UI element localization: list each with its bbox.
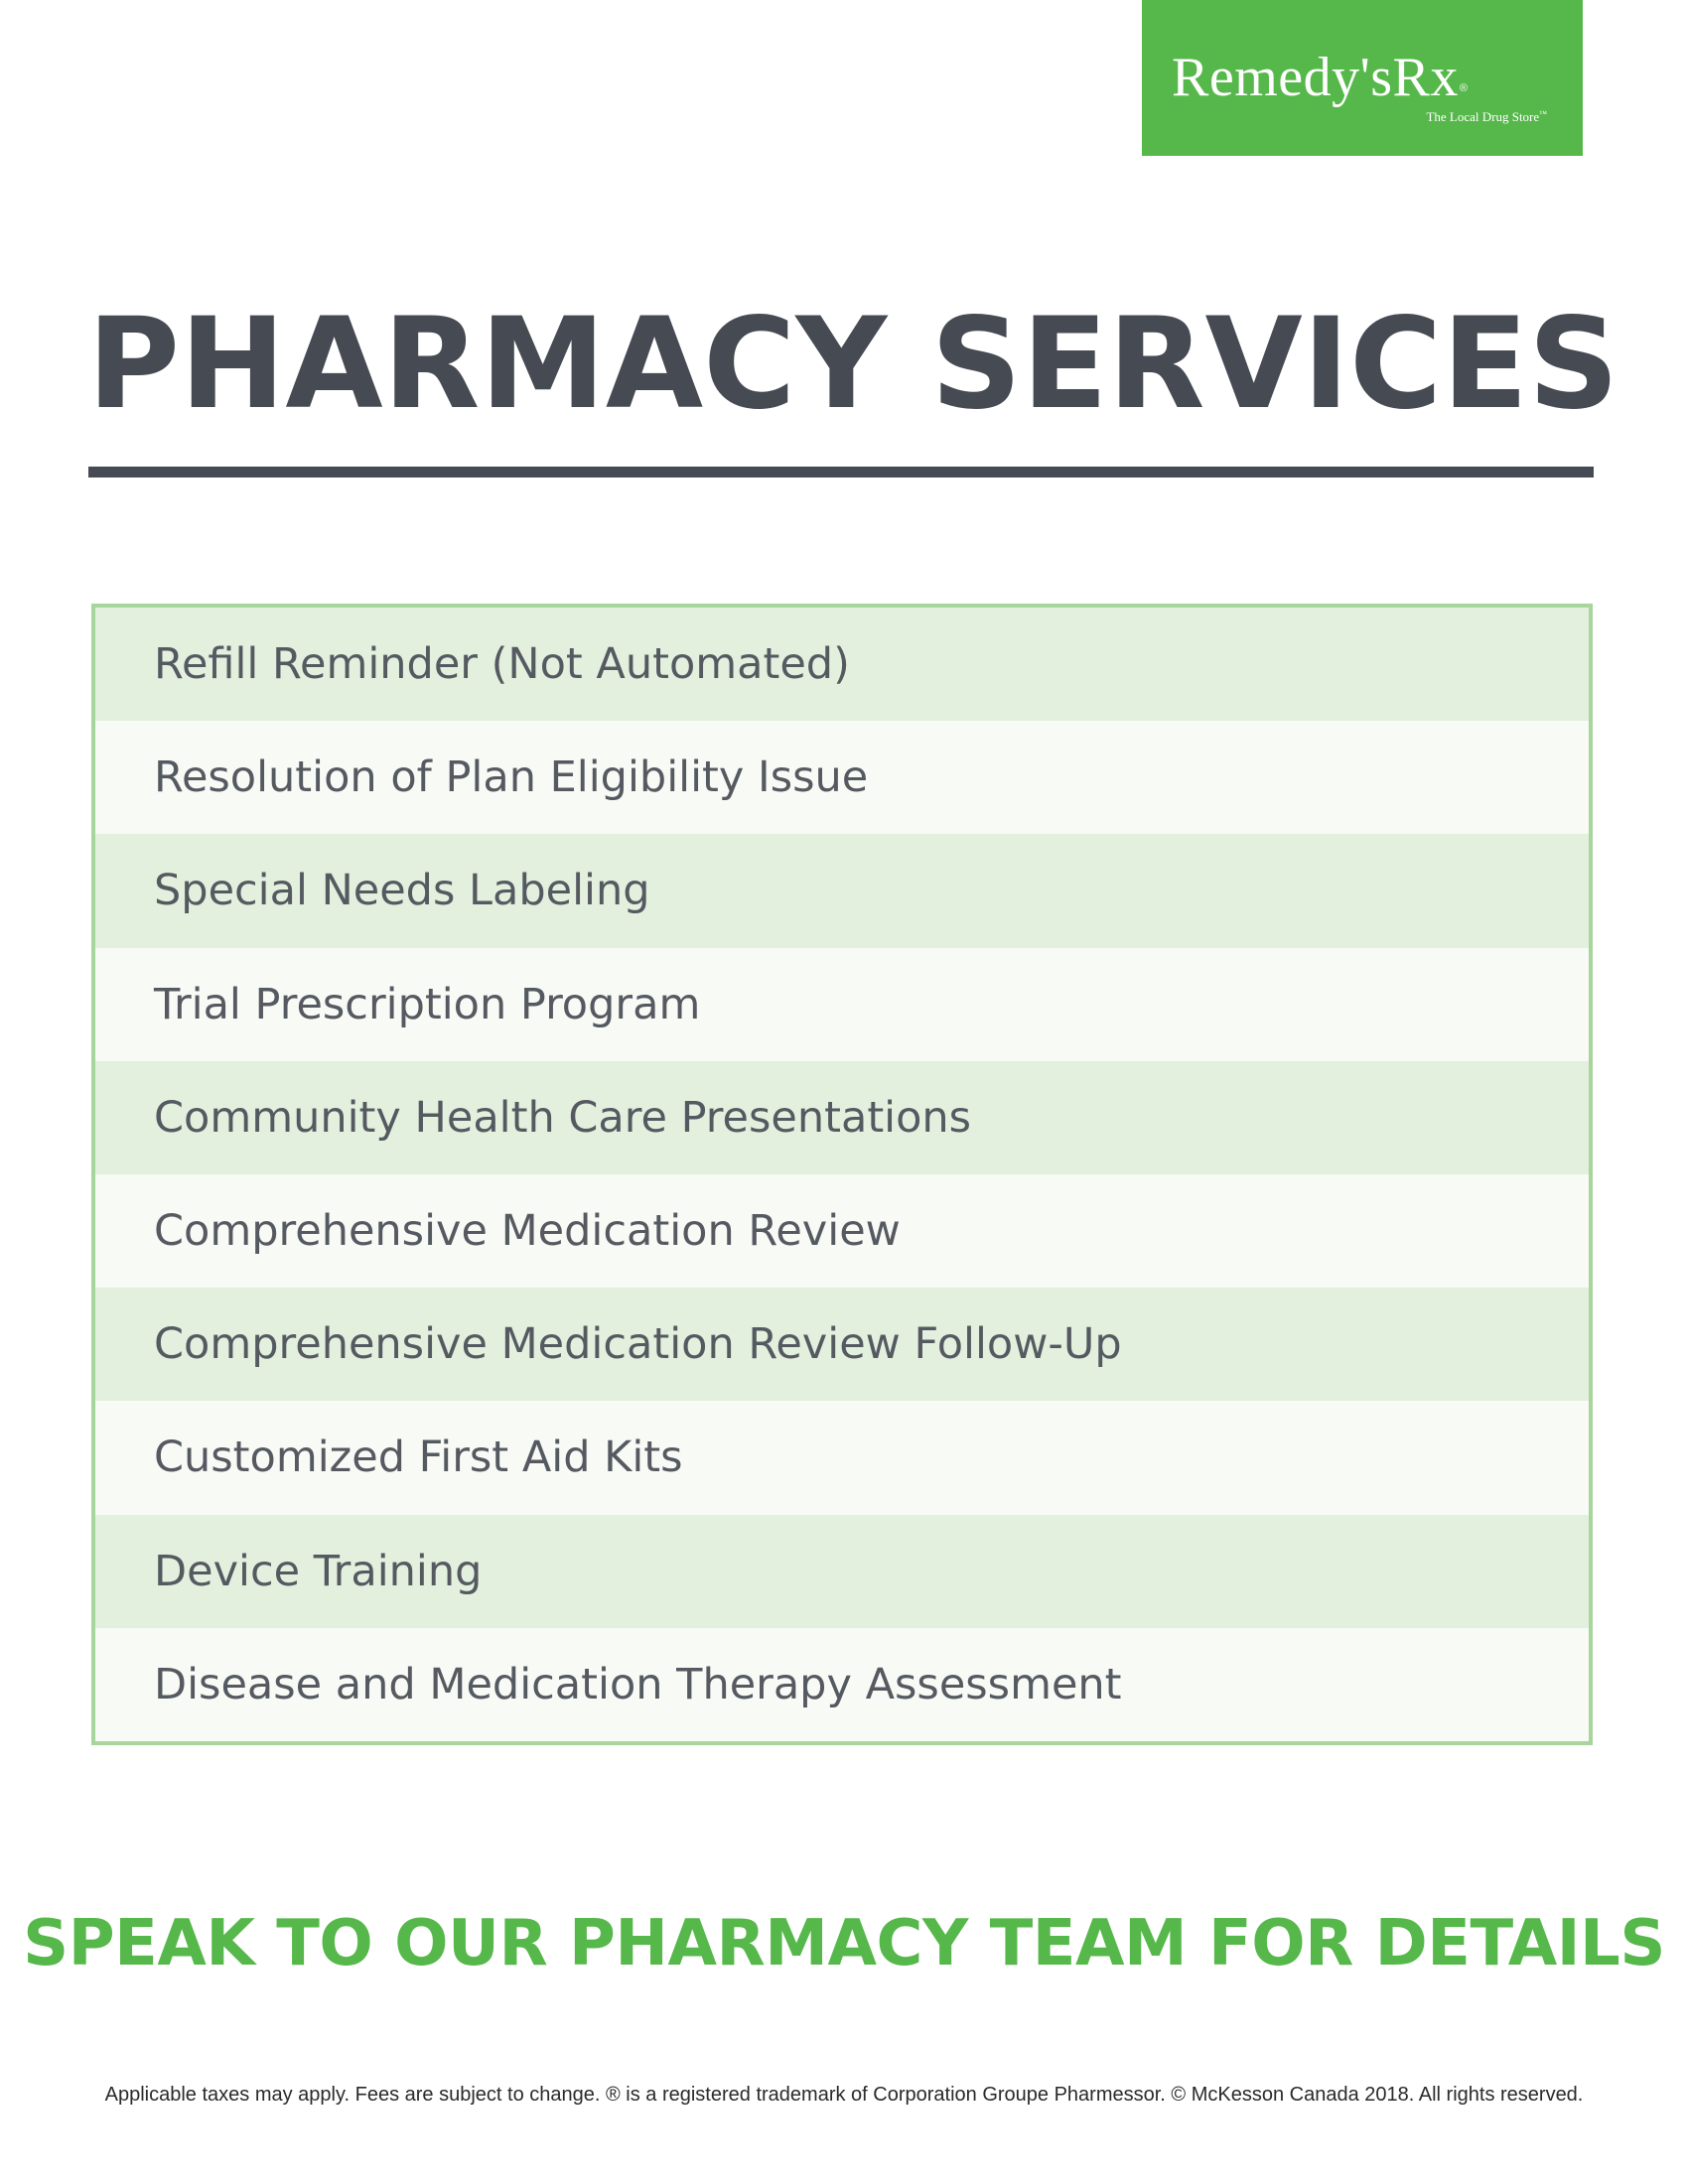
service-item: Special Needs Labeling [95, 834, 1589, 947]
call-to-action: SPEAK TO OUR PHARMACY TEAM FOR DETAILS [23, 1907, 1665, 1980]
service-item: Device Training [95, 1515, 1589, 1628]
service-item: Resolution of Plan Eligibility Issue [95, 721, 1589, 834]
service-item: Comprehensive Medication Review Follow-Up [95, 1288, 1589, 1401]
page-title: PHARMACY SERVICES [87, 290, 1619, 437]
brand-name: Remedy'sRx® [1172, 47, 1469, 108]
service-item: Customized First Aid Kits [95, 1401, 1589, 1514]
brand-logo [1142, 0, 1583, 156]
service-item: Comprehensive Medication Review [95, 1174, 1589, 1288]
brand-tagline: The Local Drug Store™ [1426, 109, 1547, 124]
registered-mark: ® [1459, 82, 1469, 94]
service-item: Refill Reminder (Not Automated) [95, 608, 1589, 721]
service-item: Trial Prescription Program [95, 948, 1589, 1061]
legal-disclaimer: Applicable taxes may apply. Fees are subject to change. ® is a registered trademark of Corporation Groupe Pharmessor. © McKesson Canada 2018. All rights reserved. [104, 2084, 1584, 2106]
service-item: Disease and Medication Therapy Assessment [95, 1628, 1589, 1741]
services-list [91, 604, 1593, 1745]
service-item: Community Health Care Presentations [95, 1061, 1589, 1174]
title-divider [88, 467, 1594, 478]
